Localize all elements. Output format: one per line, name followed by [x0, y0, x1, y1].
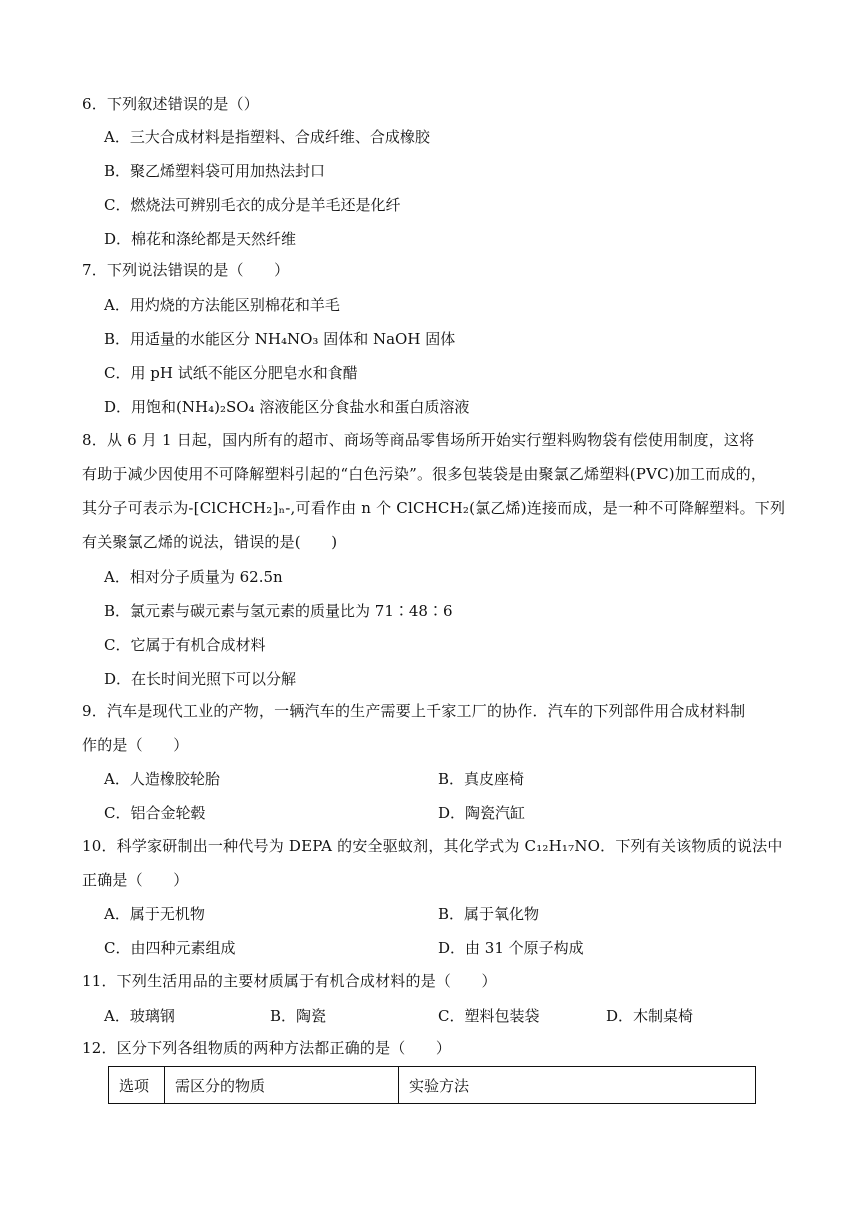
question-8-option-c: C．它属于有机合成材料	[104, 636, 266, 654]
table-header-substances: 需区分的物质	[165, 1067, 399, 1103]
question-8-option-b: B．氯元素与碳元素与氢元素的质量比为 71∶48∶6	[104, 602, 453, 620]
question-8-option-d: D．在长时间光照下可以分解	[104, 670, 297, 688]
question-11-stem: 11．下列生活用品的主要材质属于有机合成材料的是（ ）	[82, 972, 497, 990]
question-10-stem-line-1: 10．科学家研制出一种代号为 DEPA 的安全驱蚊剂，其化学式为 C₁₂H₁₇NO．下列有关该物质的说法中	[82, 837, 783, 855]
question-11-option-b: B．陶瓷	[270, 1007, 327, 1025]
question-6-option-a: A．三大合成材料是指塑料、合成纤维、合成橡胶	[104, 128, 430, 146]
question-9-option-b: B．真皮座椅	[438, 770, 525, 788]
table-header-option: 选项	[109, 1067, 165, 1103]
question-9-option-a: A．人造橡胶轮胎	[104, 770, 220, 788]
question-11-option-a: A．玻璃钢	[104, 1007, 175, 1025]
question-7-option-c: C．用 pH 试纸不能区分肥皂水和食醋	[104, 364, 358, 382]
question-8-stem-line-2: 有助于减少因使用不可降解塑料引起的“白色污染”。很多包装袋是由聚氯乙烯塑料(PVC)加工而成的，	[82, 465, 767, 483]
question-7-option-b: B．用适量的水能区分 NH₄NO₃ 固体和 NaOH 固体	[104, 330, 456, 348]
question-6-option-c: C．燃烧法可辨别毛衣的成分是羊毛还是化纤	[104, 196, 401, 214]
question-7-option-a: A．用灼烧的方法能区别棉花和羊毛	[104, 296, 340, 314]
question-9-option-d: D．陶瓷汽缸	[438, 804, 526, 822]
question-12-table	[108, 1066, 756, 1104]
question-8-stem-line-4: 有关聚氯乙烯的说法，错误的是( )	[82, 533, 338, 551]
question-6-stem: 6．下列叙述错误的是（）	[82, 95, 259, 113]
question-10-stem-line-2: 正确是（ ）	[82, 871, 189, 889]
question-6-option-b: B．聚乙烯塑料袋可用加热法封口	[104, 162, 326, 180]
question-10-option-a: A．属于无机物	[104, 905, 205, 923]
question-7-option-d: D．用饱和(NH₄)₂SO₄ 溶液能区分食盐水和蛋白质溶液	[104, 398, 470, 416]
question-10-option-d: D．由 31 个原子构成	[438, 939, 584, 957]
question-7-stem: 7．下列说法错误的是（ ）	[82, 261, 290, 279]
question-6-option-d: D．棉花和涤纶都是天然纤维	[104, 230, 297, 248]
question-9-stem-line-1: 9．汽车是现代工业的产物，一辆汽车的生产需要上千家工厂的协作．汽车的下列部件用合成材料制	[82, 702, 746, 720]
question-8-stem-line-3: 其分子可表示为-[ClCHCH₂]ₙ-,可看作由 n 个 ClCHCH₂(氯乙烯)连接而成，是一种不可降解塑料。下列	[82, 499, 786, 517]
question-9-option-c: C．铝合金轮毂	[104, 804, 206, 822]
question-8-option-a: A．相对分子质量为 62.5n	[104, 568, 283, 586]
question-12-stem: 12．区分下列各组物质的两种方法都正确的是（ ）	[82, 1039, 452, 1057]
table-header-method: 实验方法	[409, 1076, 470, 1095]
question-10-stem	[82, 829, 802, 897]
question-8-stem-line-1: 8．从 6 月 1 日起，国内所有的超市、商场等商品零售场所开始实行塑料购物袋有偿使用制度，这将	[82, 431, 755, 449]
question-8-stem	[82, 423, 802, 559]
question-10-option-b: B．属于氧化物	[438, 905, 540, 923]
question-9-stem	[82, 694, 802, 762]
question-9-stem-line-2: 作的是（ ）	[82, 736, 189, 754]
question-11-option-d: D．木制桌椅	[606, 1007, 694, 1025]
question-10-option-c: C．由四种元素组成	[104, 939, 236, 957]
question-11-option-c: C．塑料包装袋	[438, 1007, 540, 1025]
